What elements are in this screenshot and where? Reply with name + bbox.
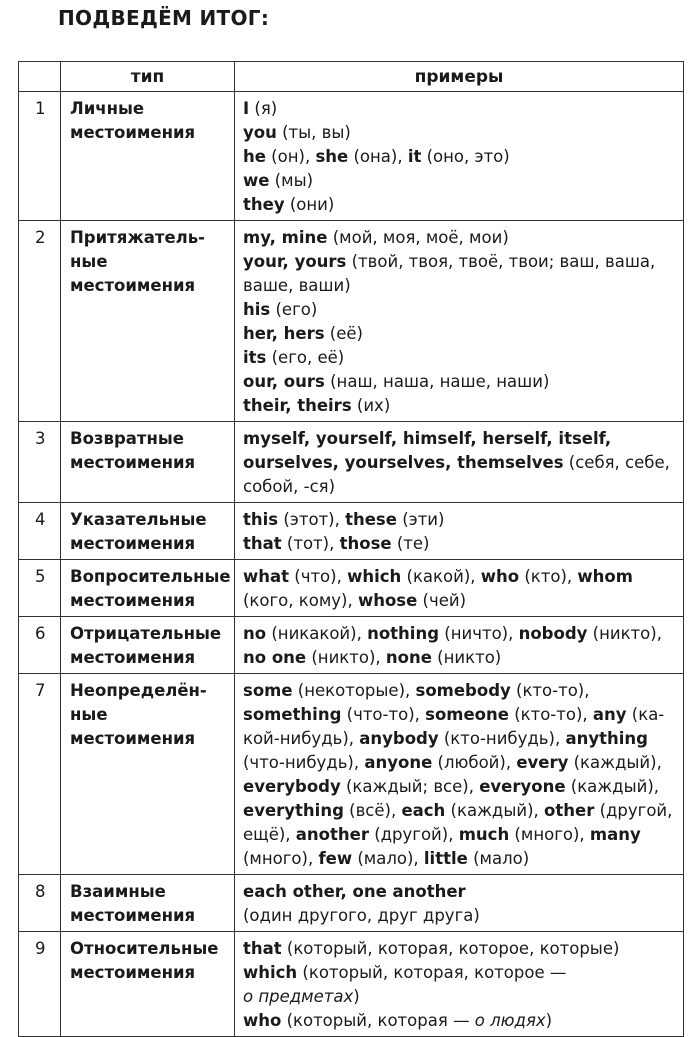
example-line bbox=[243, 169, 681, 193]
pronoun-word: other bbox=[544, 801, 595, 820]
translation-text: (каждый), bbox=[568, 753, 662, 772]
translation-text: (этот), bbox=[278, 510, 346, 529]
translation-text: (каждый), bbox=[445, 801, 545, 820]
translation-text: (они) bbox=[284, 195, 335, 214]
translation-text: (эти) bbox=[396, 510, 445, 529]
pronoun-type-line: местоимения bbox=[70, 648, 196, 667]
translation-text: (любой), bbox=[432, 753, 517, 772]
pronoun-type-line: местоимения bbox=[70, 123, 196, 142]
row-number: 5 bbox=[19, 560, 61, 617]
pronoun-type-line: Взаимные bbox=[70, 882, 166, 901]
header-examples: примеры bbox=[235, 62, 684, 92]
row-number: 6 bbox=[19, 617, 61, 674]
table-row bbox=[19, 674, 684, 875]
translation-text: (много), bbox=[243, 849, 319, 868]
translation-text: (который, которая, которое, которые) bbox=[281, 939, 620, 958]
pronoun-examples bbox=[235, 560, 684, 617]
row-number: 8 bbox=[19, 875, 61, 932]
translation-text: ваше, ваши) bbox=[243, 276, 351, 295]
pronoun-type-line: Отрицательные bbox=[70, 624, 222, 643]
example-line bbox=[243, 751, 681, 775]
pronoun-word: none bbox=[385, 648, 432, 667]
translation-text: (чей) bbox=[417, 591, 467, 610]
example-line bbox=[243, 475, 681, 499]
pronoun-word: somebody bbox=[415, 681, 511, 700]
translation-text: (ты, вы) bbox=[276, 123, 351, 142]
pronoun-type bbox=[61, 221, 235, 422]
pronoun-word: what bbox=[243, 567, 290, 586]
example-line bbox=[243, 646, 681, 670]
pronoun-word: they bbox=[243, 195, 285, 214]
translation-text: (что-нибудь), bbox=[243, 753, 365, 772]
pronoun-word: no one bbox=[243, 648, 307, 667]
pronoun-type-line: Личные bbox=[70, 99, 145, 118]
pronoun-word: his bbox=[243, 300, 271, 319]
table-header-row bbox=[19, 62, 684, 92]
row-number: 7 bbox=[19, 674, 61, 875]
translation-text: (себя, себе, bbox=[563, 453, 670, 472]
translation-text: (кого, кому), bbox=[243, 591, 358, 610]
table-row bbox=[19, 560, 684, 617]
table-row bbox=[19, 932, 684, 1037]
pronoun-type-line: местоимения bbox=[70, 963, 196, 982]
pronoun-type-line: Возвратные bbox=[70, 429, 184, 448]
pronoun-type bbox=[61, 92, 235, 221]
translation-text: (ничто), bbox=[439, 624, 519, 643]
pronoun-type bbox=[61, 875, 235, 932]
table-row bbox=[19, 503, 684, 560]
example-line bbox=[243, 622, 681, 646]
pronoun-type-line: Вопросительные bbox=[70, 567, 231, 586]
translation-text: кой-нибудь), bbox=[243, 729, 360, 748]
translation-text: (другой, bbox=[594, 801, 673, 820]
pronoun-word: another bbox=[295, 825, 369, 844]
pronoun-type-line: местоимения bbox=[70, 729, 196, 748]
pronoun-type-line: Неопределён- bbox=[70, 681, 207, 700]
pronoun-word: any bbox=[592, 705, 627, 724]
usage-note: о людях bbox=[474, 1011, 546, 1030]
pronoun-type-line: местоимения bbox=[70, 453, 196, 472]
pronoun-word: every bbox=[516, 753, 569, 772]
translation-text: (мы) bbox=[269, 171, 314, 190]
example-line bbox=[243, 250, 681, 274]
translation-text: (мой, моя, моё, мои) bbox=[327, 228, 509, 247]
pronoun-type-line: ные bbox=[70, 705, 108, 724]
translation-text: (кто-нибудь), bbox=[438, 729, 566, 748]
pronoun-word: my, mine bbox=[243, 228, 328, 247]
usage-note: о предметах bbox=[243, 987, 354, 1006]
example-line bbox=[243, 799, 681, 823]
example-line bbox=[243, 121, 681, 145]
pronoun-examples bbox=[235, 674, 684, 875]
table-row bbox=[19, 221, 684, 422]
row-number: 4 bbox=[19, 503, 61, 560]
translation-text: (он), bbox=[265, 147, 316, 166]
pronoun-word: each bbox=[401, 801, 446, 820]
example-line bbox=[243, 508, 681, 532]
pronoun-examples bbox=[235, 503, 684, 560]
pronoun-word: someone bbox=[425, 705, 509, 724]
example-line bbox=[243, 727, 681, 751]
pronoun-word: something bbox=[243, 705, 342, 724]
pronoun-type bbox=[61, 503, 235, 560]
translation-text: (кто-то), bbox=[510, 681, 590, 700]
pronoun-word: nothing bbox=[367, 624, 440, 643]
pronoun-word: which bbox=[243, 963, 298, 982]
translation-text: (она), bbox=[348, 147, 408, 166]
pronoun-word: who bbox=[480, 567, 520, 586]
row-number: 3 bbox=[19, 422, 61, 503]
translation-text: (я) bbox=[249, 99, 278, 118]
translation-text: (какой), bbox=[401, 567, 481, 586]
translation-text: (кто-то), bbox=[508, 705, 593, 724]
example-line bbox=[243, 961, 681, 985]
pronoun-word: much bbox=[458, 825, 510, 844]
pronoun-word: nobody bbox=[518, 624, 588, 643]
translation-text: (его) bbox=[270, 300, 318, 319]
pronoun-word: our, ours bbox=[243, 372, 325, 391]
table-row bbox=[19, 875, 684, 932]
pronoun-examples bbox=[235, 92, 684, 221]
translation-text: ещё), bbox=[243, 825, 296, 844]
pronoun-type-line: местоимения bbox=[70, 591, 196, 610]
translation-text: собой, -ся) bbox=[243, 477, 336, 496]
translation-text: (некоторые), bbox=[292, 681, 416, 700]
translation-text: (те) bbox=[391, 534, 430, 553]
pronoun-word: your, yours bbox=[243, 252, 347, 271]
translation-text: (каждый; все), bbox=[340, 777, 480, 796]
translation-text: (никто), bbox=[306, 648, 386, 667]
page-title: ПОДВЕДЁМ ИТОГ: bbox=[58, 6, 270, 30]
translation-text: (никто), bbox=[587, 624, 662, 643]
pronoun-type-line: местоимения bbox=[70, 906, 196, 925]
pronoun-type bbox=[61, 617, 235, 674]
translation-text: (другой), bbox=[368, 825, 459, 844]
pronoun-word: that bbox=[243, 534, 282, 553]
pronoun-word: who bbox=[243, 1011, 282, 1030]
pronoun-type-line: ные bbox=[70, 252, 108, 271]
example-line bbox=[243, 703, 681, 727]
translation-text: ) bbox=[545, 1011, 553, 1030]
translation-text: (оно, это) bbox=[421, 147, 510, 166]
example-line bbox=[243, 145, 681, 169]
pronoun-word: little bbox=[423, 849, 468, 868]
pronoun-summary-table bbox=[18, 61, 684, 1037]
example-line bbox=[243, 427, 681, 451]
pronoun-word: few bbox=[318, 849, 353, 868]
header-type: тип bbox=[61, 62, 235, 92]
pronoun-word: her, hers bbox=[243, 324, 325, 343]
pronoun-type bbox=[61, 422, 235, 503]
translation-text: ) bbox=[353, 987, 360, 1006]
example-line bbox=[243, 847, 681, 871]
example-line bbox=[243, 823, 681, 847]
pronoun-type-line: местоимения bbox=[70, 276, 196, 295]
row-number: 9 bbox=[19, 932, 61, 1037]
pronoun-word: he bbox=[243, 147, 266, 166]
translation-text: (наш, наша, наше, наши) bbox=[324, 372, 550, 391]
pronoun-word: whose bbox=[357, 591, 418, 610]
pronoun-word: she bbox=[315, 147, 349, 166]
example-line bbox=[243, 880, 681, 904]
pronoun-word: anybody bbox=[359, 729, 439, 748]
pronoun-word: everybody bbox=[243, 777, 341, 796]
pronoun-word: their, theirs bbox=[243, 396, 352, 415]
translation-text: (который, которая, которое — bbox=[297, 963, 567, 982]
pronoun-word: we bbox=[243, 171, 270, 190]
translation-text: (его, её) bbox=[266, 348, 345, 367]
table-row bbox=[19, 617, 684, 674]
translation-text: (твой, твоя, твоё, твои; ваш, ваша, bbox=[346, 252, 656, 271]
pronoun-word: that bbox=[243, 939, 282, 958]
example-line bbox=[243, 985, 681, 1009]
row-number: 2 bbox=[19, 221, 61, 422]
translation-text: (что-то), bbox=[341, 705, 426, 724]
pronoun-word: anyone bbox=[364, 753, 433, 772]
pronoun-word: some bbox=[243, 681, 293, 700]
header-num bbox=[19, 62, 61, 92]
example-line bbox=[243, 937, 681, 961]
example-line bbox=[243, 679, 681, 703]
pronoun-word: it bbox=[407, 147, 422, 166]
pronoun-word: ourselves, yourselves, themselves bbox=[243, 453, 564, 472]
example-line bbox=[243, 322, 681, 346]
example-line bbox=[243, 346, 681, 370]
example-line bbox=[243, 532, 681, 556]
pronoun-word: myself, yourself, himself, herself, itself, bbox=[243, 429, 612, 448]
pronoun-word: anything bbox=[565, 729, 648, 748]
pronoun-type-line: Притяжатель- bbox=[70, 228, 206, 247]
pronoun-examples bbox=[235, 422, 684, 503]
example-line bbox=[243, 904, 681, 928]
example-line bbox=[243, 298, 681, 322]
translation-text: (много), bbox=[509, 825, 590, 844]
pronoun-word: those bbox=[339, 534, 392, 553]
pronoun-type bbox=[61, 674, 235, 875]
pronoun-word: these bbox=[345, 510, 397, 529]
example-line bbox=[243, 451, 681, 475]
example-line bbox=[243, 226, 681, 250]
pronoun-word: everything bbox=[243, 801, 344, 820]
pronoun-word: no bbox=[243, 624, 267, 643]
translation-text: (мало) bbox=[467, 849, 530, 868]
pronoun-examples bbox=[235, 617, 684, 674]
translation-text: (что), bbox=[289, 567, 348, 586]
pronoun-examples bbox=[235, 875, 684, 932]
pronoun-examples bbox=[235, 932, 684, 1037]
example-line bbox=[243, 274, 681, 298]
pronoun-type bbox=[61, 560, 235, 617]
pronoun-word: its bbox=[243, 348, 267, 367]
translation-text: (их) bbox=[351, 396, 391, 415]
example-line bbox=[243, 97, 681, 121]
pronoun-type-line: местоимения bbox=[70, 534, 196, 553]
pronoun-type bbox=[61, 932, 235, 1037]
pronoun-word: you bbox=[243, 123, 277, 142]
translation-text: (никакой), bbox=[266, 624, 368, 643]
translation-text: (ка- bbox=[626, 705, 665, 724]
row-number: 1 bbox=[19, 92, 61, 221]
example-line bbox=[243, 193, 681, 217]
table-row bbox=[19, 422, 684, 503]
table-row bbox=[19, 92, 684, 221]
translation-text: (всё), bbox=[343, 801, 402, 820]
pronoun-word: which bbox=[347, 567, 402, 586]
translation-text: (один другого, друг друга) bbox=[243, 906, 480, 925]
translation-text: (мало), bbox=[352, 849, 424, 868]
pronoun-word: everyone bbox=[479, 777, 566, 796]
pronoun-examples bbox=[235, 221, 684, 422]
example-line bbox=[243, 589, 681, 613]
pronoun-word: many bbox=[589, 825, 641, 844]
example-line bbox=[243, 1009, 681, 1033]
pronoun-word: each other, one another bbox=[243, 882, 466, 901]
pronoun-word: this bbox=[243, 510, 279, 529]
example-line bbox=[243, 394, 681, 418]
pronoun-type-line: Указательные bbox=[70, 510, 207, 529]
translation-text: (её) bbox=[324, 324, 363, 343]
example-line bbox=[243, 565, 681, 589]
translation-text: (каждый), bbox=[565, 777, 659, 796]
translation-text: (кто), bbox=[519, 567, 578, 586]
translation-text: (тот), bbox=[281, 534, 340, 553]
translation-text: (никто) bbox=[431, 648, 502, 667]
example-line bbox=[243, 775, 681, 799]
pronoun-type-line: Относительные bbox=[70, 939, 219, 958]
example-line bbox=[243, 370, 681, 394]
translation-text: (который, которая — bbox=[281, 1011, 475, 1030]
pronoun-word: I bbox=[243, 99, 250, 118]
pronoun-word: whom bbox=[577, 567, 633, 586]
